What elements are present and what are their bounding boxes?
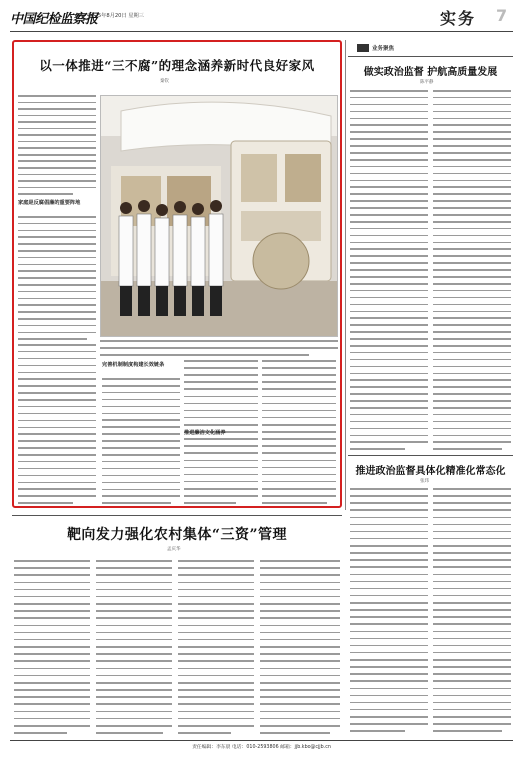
lead-subhead-2: 完善机制制度构建长效链条 [102,362,165,368]
right-article2-body-col2 [433,488,511,732]
column-divider [345,40,346,510]
right-article2-title: 推进政治监督具体化精准化常态化 [355,466,506,477]
section-name: 实务 [440,9,477,28]
newspaper-name: 中国纪检监察报 [10,12,98,27]
bottom-article-body-col1 [14,560,90,734]
issue-date: 2025年8月20日 星期三 [88,13,144,19]
bottom-article-body-col2 [96,560,172,734]
lead-article-body-col1a [18,95,96,195]
lead-article-body-col2 [102,378,180,504]
right-article1-body-col2 [433,90,511,450]
photo-illustration [101,96,338,337]
bottom-article-rule [12,515,342,516]
lead-article-body-col1c [18,344,96,504]
lead-article-title: 以一体推进“三不腐”的理念涵养新时代良好家风 [39,58,315,73]
right-article2-author: 张玮 [420,479,429,484]
lead-article-body-col1b [18,216,96,340]
bottom-article-author: 孟庆华 [167,547,181,552]
photo-caption [100,340,338,356]
bottom-article-title: 靶向发力强化农村集体“三资”管理 [66,527,288,543]
page-footer: 责任编辑：李东晨 电话：010-2593806 邮箱：jjb.kbo@cjjb.cn [10,740,513,750]
exhibition-hall-photo [100,95,338,337]
right-article2-body-col1 [350,488,428,732]
bottom-article-body-col4 [260,560,340,734]
lead-subhead-4: 推进廉洁文化涵养 [184,430,226,436]
page-number: 7 [496,6,508,25]
lead-subhead-1: 家庭是反腐倡廉的重要阵地 [18,200,81,206]
right-article1-body-col1 [350,90,428,450]
lead-article-body-col4 [262,360,336,504]
right-section-rule [348,56,513,57]
right-article1-author: 陈平静 [420,80,434,85]
lead-article-author: 秦钦 [160,79,169,84]
right-section-label: 业务聚焦 [372,46,395,52]
right-article-divider [348,455,513,456]
bottom-article-body-col3 [178,560,254,734]
right-article1-title: 做实政治监督 护航高质量发展 [363,67,498,78]
section-label-marker [357,44,369,52]
